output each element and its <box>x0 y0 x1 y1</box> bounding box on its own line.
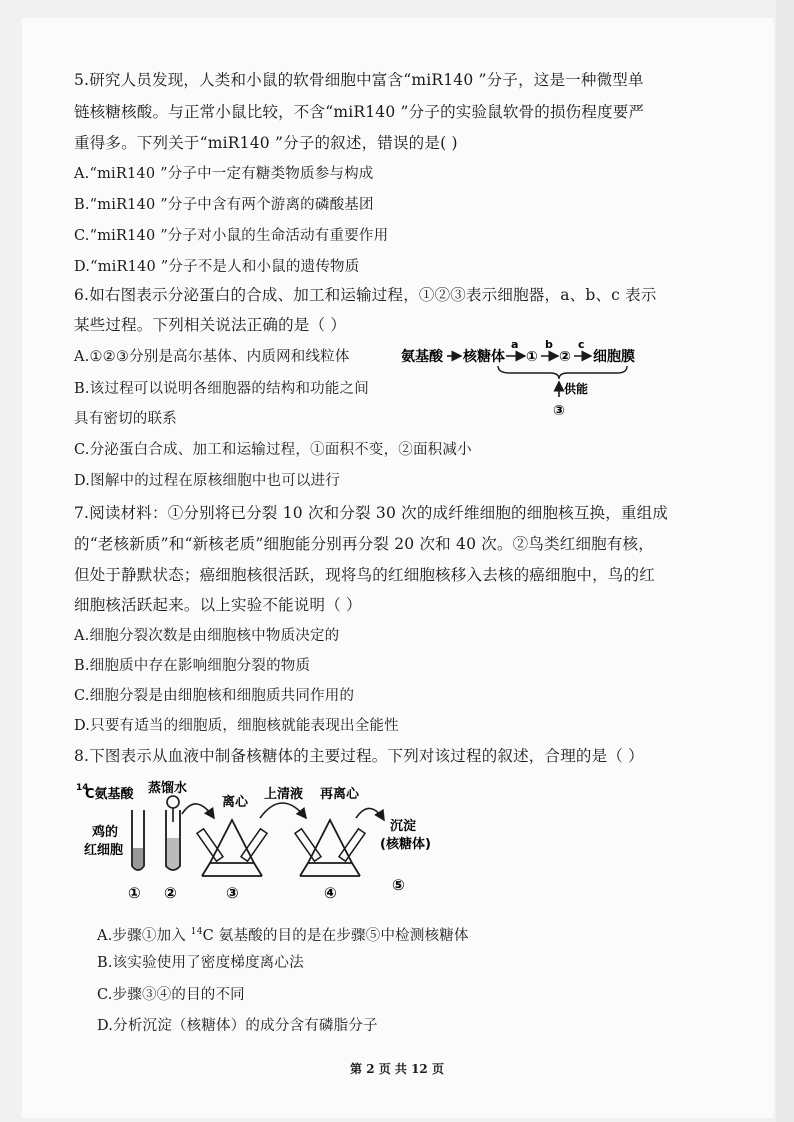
recentrifuge-label: 再离心 <box>320 787 360 802</box>
precipitate-label-2: (核糖体) <box>380 837 431 852</box>
dropper <box>167 796 179 808</box>
q7-option-b: B.细胞质中存在影响细胞分裂的物质 <box>74 658 311 674</box>
q6-stem-line2: 某些过程。下列相关说法正确的是（ ） <box>74 316 347 334</box>
c14-amino-acid-label: C氨基酸 <box>85 787 134 802</box>
q7-stem-line3: 但处于静默状态；癌细胞核很活跃，现将鸟的红细胞核移入去核的癌细胞中，鸟的红 <box>74 566 655 584</box>
blood-cell-label-2: 红细胞 <box>84 843 124 858</box>
q5-option-d: D.“miR140 ”分子不是人和小鼠的遗传物质 <box>74 259 360 275</box>
brace <box>498 366 627 379</box>
q7-option-d: D.只要有适当的细胞质，细胞核就能表现出全能性 <box>74 718 399 734</box>
q8-stem: 8.下图表示从血液中制备核糖体的主要过程。下列对该过程的叙述，合理的是（ ） <box>74 747 644 765</box>
transfer-arrow-2 <box>260 803 306 818</box>
q6-stem-line1: 6.如右图表示分泌蛋白的合成、加工和运输过程，①②③表示细胞器，a、b、c 表示 <box>74 286 657 304</box>
precipitate-label-1: 沉淀 <box>390 819 417 834</box>
label-b: b <box>545 338 553 351</box>
q6-option-d: D.图解中的过程在原核细胞中也可以进行 <box>74 473 341 489</box>
secretory-protein-diagram <box>395 335 685 420</box>
amino-acid-label: 氨基酸 <box>401 349 443 365</box>
q5-option-c: C.“miR140 ”分子对小鼠的生命活动有重要作用 <box>74 228 389 244</box>
tube-2-contents <box>167 838 179 869</box>
organelle-3: ③ <box>553 403 565 419</box>
blood-cell-label-1: 鸡的 <box>92 825 119 840</box>
page-edge <box>776 0 794 1122</box>
q5-stem-line2: 链核糖核酸。与正常小鼠比较，不含“miR140 ”分子的实验鼠软骨的损伤程度要严 <box>74 103 645 121</box>
ribosome-prep-diagram <box>70 778 450 903</box>
ribosome-label: 核糖体 <box>463 349 505 365</box>
supernatant-label: 上清液 <box>264 787 304 802</box>
tube-1-cells <box>133 848 143 869</box>
page-footer: 第 2 页 共 12 页 <box>350 1062 444 1076</box>
q5-option-b: B.“miR140 ”分子中含有两个游离的磷酸基团 <box>74 197 374 213</box>
q7-option-c: C.细胞分裂是由细胞核和细胞质共同作用的 <box>74 688 355 704</box>
q8-option-a <box>97 922 469 946</box>
q5-option-a: A.“miR140 ”分子中一定有糖类物质参与构成 <box>74 166 374 182</box>
step-4-label: ④ <box>324 884 337 902</box>
transfer-arrow-3 <box>356 808 384 820</box>
q7-stem-line1: 7.阅读材料：①分别将已分裂 10 次和分裂 30 次的成纤维细胞的细胞核互换，重组成 <box>74 504 669 522</box>
q8-option-a-suffix: C 氨基酸的目的是在步骤⑤中检测核糖体 <box>202 928 469 944</box>
transfer-arrow-1 <box>182 804 214 818</box>
centrifuge-2 <box>308 820 352 863</box>
step-1-label: ① <box>128 884 141 902</box>
q8-option-a-superscript: 14 <box>190 927 203 937</box>
q8-option-b: B.该实验使用了密度梯度离心法 <box>97 955 304 971</box>
q6-option-c: C.分泌蛋白合成、加工和运输过程，①面积不变，②面积减小 <box>74 442 472 458</box>
q7-option-a: A.细胞分裂次数是由细胞核中物质决定的 <box>74 628 340 644</box>
step-2-label: ② <box>164 884 177 902</box>
centrifuge-label: 离心 <box>222 795 249 810</box>
cell-membrane-label: 细胞膜 <box>593 349 635 365</box>
centrifuge-1 <box>210 820 254 863</box>
q8-option-d: D.分析沉淀（核糖体）的成分含有磷脂分子 <box>97 1018 378 1034</box>
q5-stem-line3: 重得多。下列关于“miR140 ”分子的叙述，错误的是( ) <box>74 134 458 152</box>
organelle-1: ① <box>526 349 538 365</box>
q7-stem-line2: 的“老核新质”和“新核老质”细胞能分别再分裂 20 次和 40 次。②鸟类红细胞有核， <box>74 535 654 553</box>
label-c: c <box>578 338 585 351</box>
q5-stem-line1: 5.研究人员发现，人类和小鼠的软骨细胞中富含“miR140 ”分子，这是一种微型单 <box>74 71 644 89</box>
label-a: a <box>511 338 519 351</box>
q6-option-b-line1: B.该过程可以说明各细胞器的结构和功能之间 <box>74 381 369 397</box>
q6-option-b-line2: 具有密切的联系 <box>74 411 177 427</box>
distilled-water-label: 蒸馏水 <box>148 781 188 796</box>
organelle-2: ② <box>559 349 571 365</box>
q7-stem-line4: 细胞核活跃起来。以上实验不能说明（ ） <box>74 596 362 614</box>
q6-option-a: A.①②③分别是高尔基体、内质网和线粒体 <box>74 349 350 365</box>
step-5-label: ⑤ <box>392 876 405 894</box>
q8-option-c: C.步骤③④的目的不同 <box>97 987 245 1003</box>
q8-option-a-prefix: A.步骤①加入 <box>97 928 191 944</box>
step-3-label: ③ <box>226 884 239 902</box>
isotope-superscript: 14 <box>76 783 89 793</box>
energy-label: 供能 <box>564 382 589 396</box>
